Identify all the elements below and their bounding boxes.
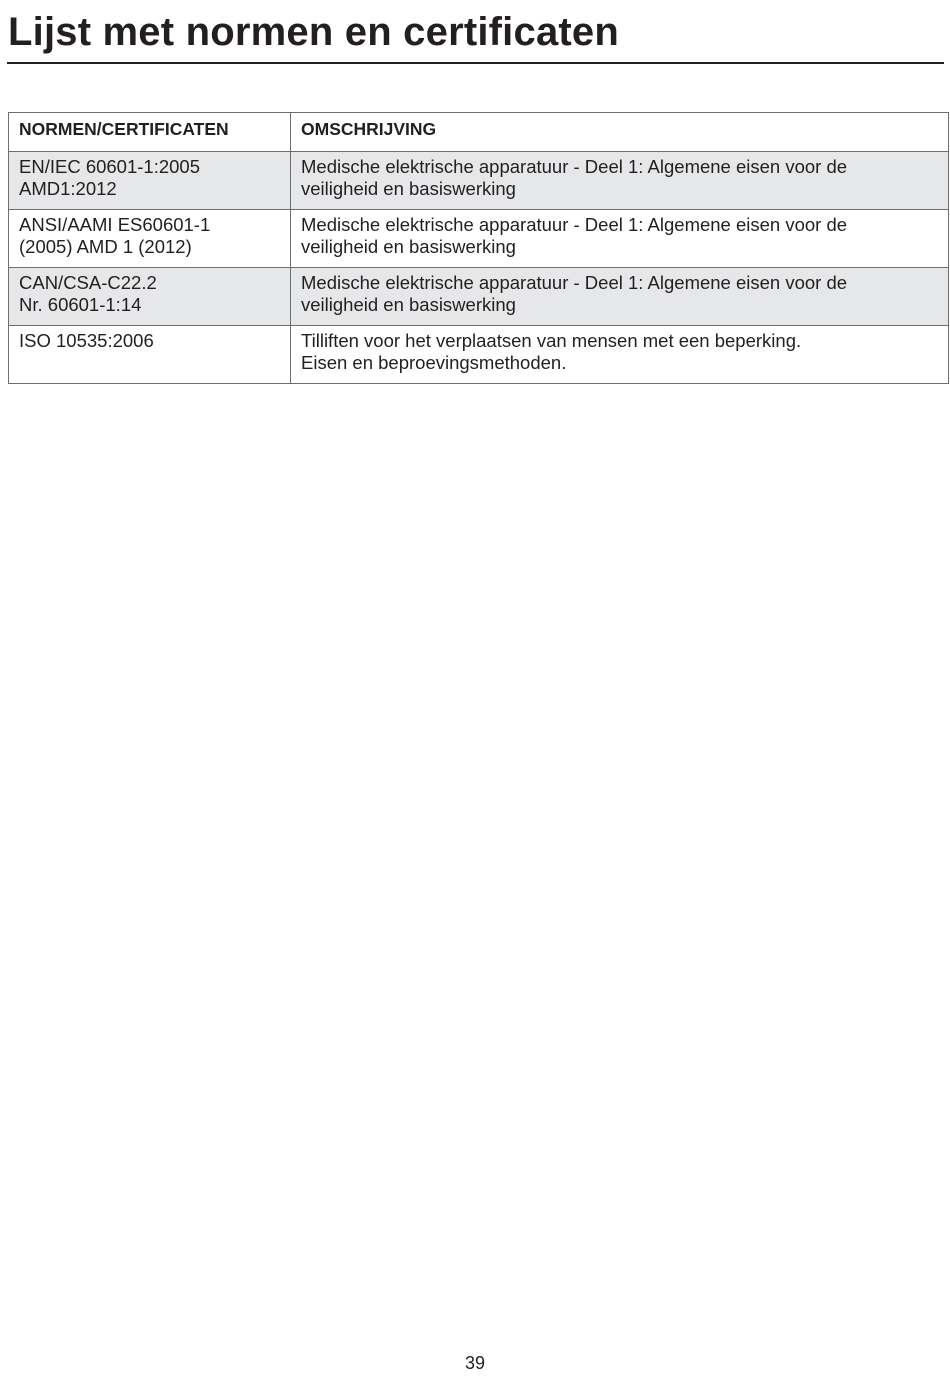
description-cell bbox=[291, 325, 949, 383]
description-line: Medische elektrische apparatuur - Deel 1: Algemene eisen voor de bbox=[301, 155, 848, 177]
standards-table bbox=[8, 112, 949, 384]
norm-line: EN/IEC 60601-1:2005 bbox=[19, 155, 201, 177]
description-line: veiligheid en basiswerking bbox=[301, 236, 516, 257]
description-line: Tilliften voor het verplaatsen van mensen met een beperking. bbox=[301, 329, 802, 351]
norm-line: AMD1:2012 bbox=[19, 178, 117, 199]
table-row bbox=[9, 209, 949, 267]
description-line: Medische elektrische apparatuur - Deel 1: Algemene eisen voor de bbox=[301, 271, 848, 293]
description-line: veiligheid en basiswerking bbox=[301, 294, 516, 315]
header-description: OMSCHRIJVING bbox=[291, 113, 949, 152]
title-divider bbox=[7, 62, 944, 64]
table-row bbox=[9, 325, 949, 383]
norm-cell bbox=[9, 267, 291, 325]
description-cell bbox=[291, 151, 949, 209]
table-row bbox=[9, 267, 949, 325]
page-number: 39 bbox=[464, 1353, 486, 1373]
header-norms: NORMEN/CERTIFICATEN bbox=[9, 113, 291, 152]
norm-line: Nr. 60601-1:14 bbox=[19, 294, 142, 315]
norm-line: ANSI/AAMI ES60601-1 bbox=[19, 213, 211, 235]
norm-line: CAN/CSA-C22.2 bbox=[19, 271, 157, 293]
description-cell bbox=[291, 267, 949, 325]
norm-line: (2005) AMD 1 (2012) bbox=[19, 236, 192, 257]
norm-cell bbox=[9, 151, 291, 209]
table-header-row bbox=[9, 113, 949, 152]
norm-line: ISO 10535:2006 bbox=[19, 329, 154, 351]
description-line: veiligheid en basiswerking bbox=[301, 178, 516, 199]
description-line: Medische elektrische apparatuur - Deel 1: Algemene eisen voor de bbox=[301, 213, 848, 235]
description-cell bbox=[291, 209, 949, 267]
page-title: Lijst met normen en certificaten bbox=[8, 10, 619, 54]
norm-cell bbox=[9, 325, 291, 383]
norm-cell bbox=[9, 209, 291, 267]
table-row bbox=[9, 151, 949, 209]
description-line: Eisen en beproevingsmethoden. bbox=[301, 352, 567, 373]
